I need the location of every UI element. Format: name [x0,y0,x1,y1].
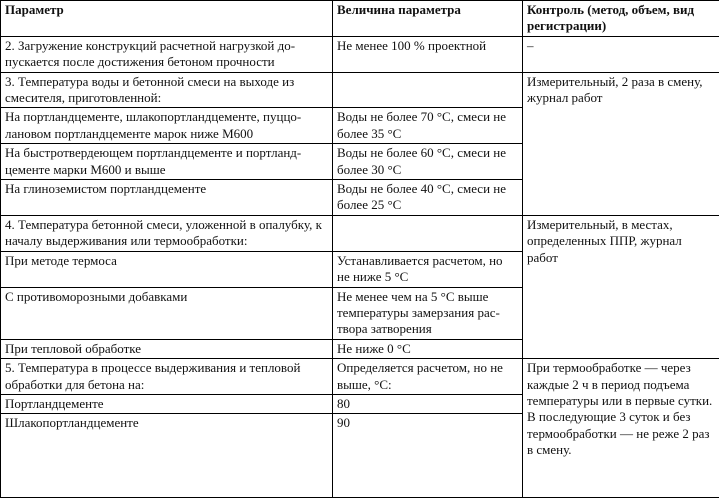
table-row [1,36,719,72]
value-cell: 90 [333,414,523,498]
control-cell: Измерительный, 2 раза в смену, журнал работ [523,72,719,215]
param-cell: 3. Температура воды и бетонной смеси на выходе из смесителя, приготовленной: [1,72,333,108]
header-control: Контроль (метод, объем, вид регистрации) [523,1,719,37]
value-cell [333,215,523,251]
value-cell: 80 [333,394,523,413]
value-cell: Не менее 100 % проектной [333,36,523,72]
param-cell: 2. Загружение конструкций расчетной нагрузкой до-пускается после достижения бетоном прочности [1,36,333,72]
control-cell: При термообработке — через каждые 2 ч в период подъема температуры или в первые сутки. В последующие 3 суток и без термообработки — не реже 2 раз в смену. [523,359,719,498]
param-cell: При методе термоса [1,251,333,287]
value-cell [333,72,523,108]
value-cell: Воды не более 60 °С, смеси не более 30 °С [333,144,523,180]
value-cell: Воды не более 40 °С, смеси не более 25 °С [333,180,523,216]
header-value: Величина параметра [333,1,523,37]
param-cell: На быстротвердеющем портландцементе и портланд-цементе марки М600 и выше [1,144,333,180]
value-cell: Определяется расчетом, но не выше, °С: [333,359,523,395]
param-cell: Портландцементе [1,394,333,413]
control-cell: Измерительный, в местах, определенных ППР, журнал работ [523,215,719,358]
value-cell: Не менее чем на 5 °С выше температуры замерзания рас-твора затворения [333,287,523,339]
param-cell: С противоморозными добавками [1,287,333,339]
control-cell: – [523,36,719,72]
value-cell: Устанавливается расчетом, но не ниже 5 °С [333,251,523,287]
param-cell: На портландцементе, шлакопортландцементе, пуццо-лановом портландцементе марок ниже М600 [1,108,333,144]
header-param: Параметр [1,1,333,37]
param-cell: Шлакопортландцементе [1,414,333,498]
value-cell: Воды не более 70 °С, смеси не более 35 °С [333,108,523,144]
table-row [1,72,719,108]
table-row [1,359,719,395]
param-cell: 4. Температура бетонной смеси, уложенной в опалубку, к началу выдерживания или термообработки: [1,215,333,251]
table-header-row [1,1,719,37]
param-cell: На глиноземистом портландцементе [1,180,333,216]
param-cell: При тепловой обработке [1,339,333,358]
value-cell: Не ниже 0 °С [333,339,523,358]
param-cell: 5. Температура в процессе выдерживания и тепловой обработки для бетона на: [1,359,333,395]
table-row [1,215,719,251]
